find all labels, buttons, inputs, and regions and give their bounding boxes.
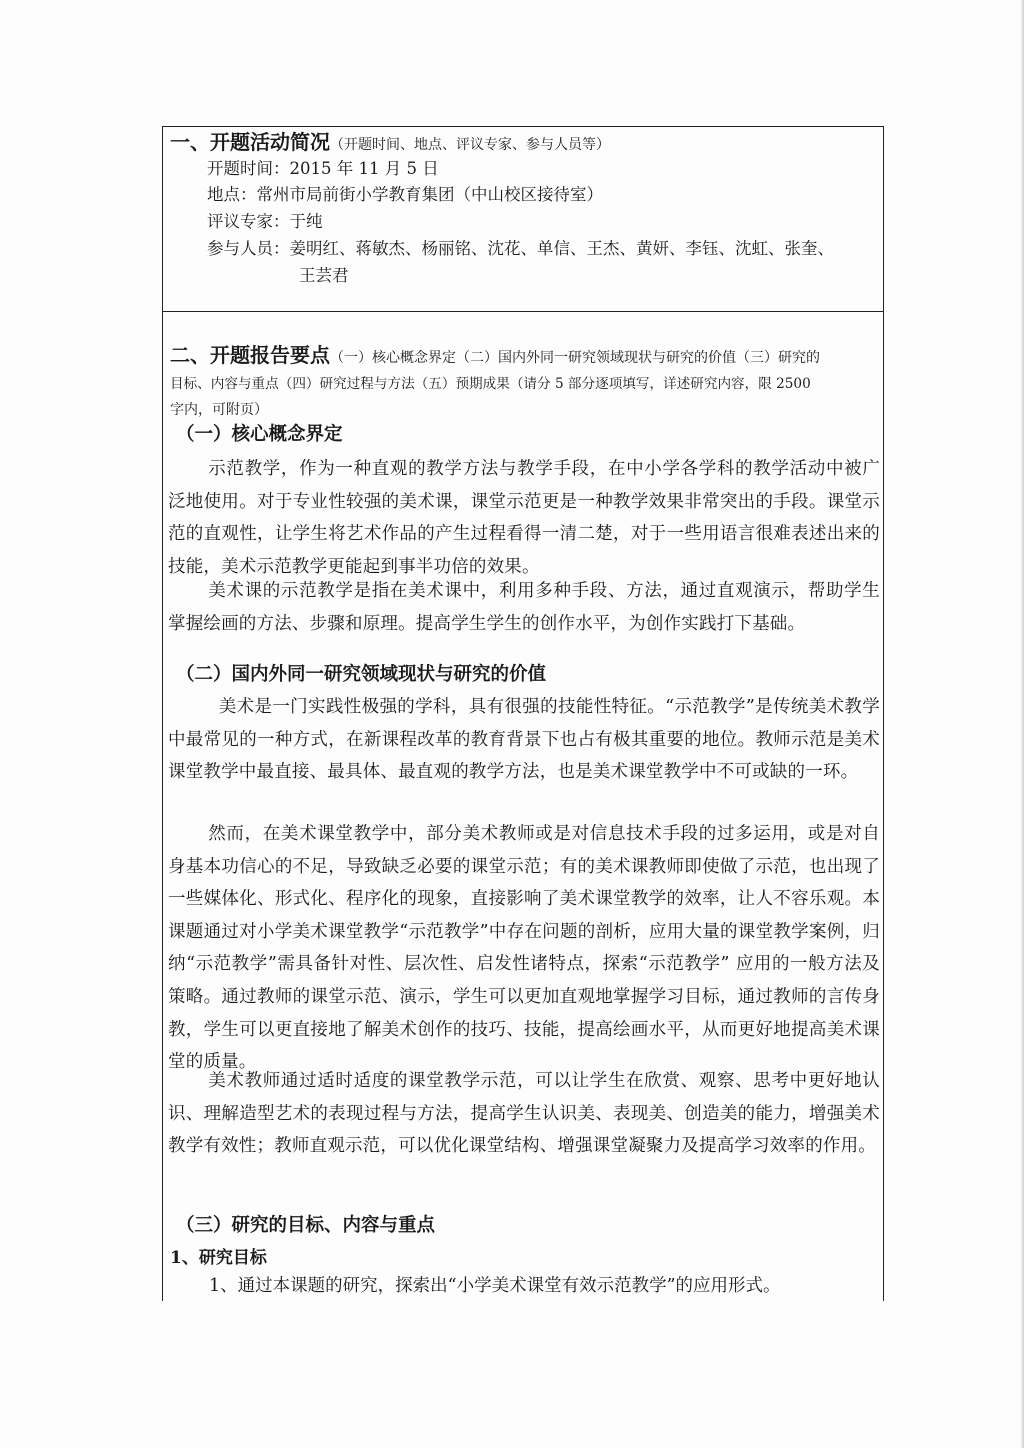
subsection2-paragraph3: 美术教师通过适时适度的课堂教学示范，可以让学生在欣赏、观察、思考中更好地认识、理解造型艺术的表现过程与方法，提高学生认识美、表现美、创造美的能力，增强美术教学有效性；教师直观示范，可以优化课堂结构、增强课堂凝聚力及提高学习效率的作用。 bbox=[168, 1071, 880, 1157]
review-expert: 评议专家：于纯 bbox=[207, 212, 323, 231]
participants-continued: 王芸君 bbox=[299, 266, 349, 285]
scan-edge bbox=[1020, 0, 1024, 1448]
subsection1-title: （一）核心概念界定 bbox=[176, 424, 343, 445]
section2-heading bbox=[170, 344, 820, 369]
participants: 参与人员：姜明红、蒋敏杰、杨丽铭、沈花、单信、王杰、黄妍、李钰、沈虹、张奎、 bbox=[207, 239, 834, 258]
research-goal-item-1: 1、通过本课题的研究，探索出“小学美术课堂有效示范教学”的应用形式。 bbox=[209, 1276, 781, 1296]
subsection2-paragraph2: 然而，在美术课堂教学中，部分美术教师或是对信息技术手段的过多运用，或是对自身基本功信心的不足，导致缺乏必要的课堂示范；有的美术课教师即使做了示范，也出现了一些媒体化、形式化、程序化的现象，直接影响了美术课堂教学的效率，让人不容乐观。本课题通过对小学美术课堂教学“示范教学”中存在问题的剖析，应用大量的课堂教学案例，归纳“示范教学”需具备针对性、层次性、启发性诸特点，探索“示范教学” 应用的一般方法及策略。通过教师的课堂示范、演示，学生可以更加直观地掌握学习目标，通过教师的言传身教，学生可以更直接地了解美术创作的技巧、技能，提高绘画水平，从而更好地提高美术课堂的质量。 bbox=[168, 824, 880, 1073]
opening-place: 地点：常州市局前街小学教育集团（中山校区接待室） bbox=[207, 185, 603, 204]
section1-title: 一、开题活动简况 bbox=[170, 130, 330, 154]
section2-note-line2: 目标、内容与重点（四）研究过程与方法（五）预期成果（请分 5 部分逐项填写，详述研究内容，限 2500 bbox=[170, 376, 811, 392]
section1-note: （开题时间、地点、评议专家、参与人员等） bbox=[330, 137, 610, 153]
section2-note-line3: 字内，可附页） bbox=[170, 402, 268, 418]
research-goal-heading: 1、研究目标 bbox=[170, 1248, 267, 1268]
section1-heading bbox=[170, 131, 610, 156]
subsection1-paragraph2: 美术课的示范教学是指在美术课中，利用多种手段、方法，通过直观演示，帮助学生掌握绘画的方法、步骤和原理。提高学生学生的创作水平，为创作实践打下基础。 bbox=[168, 581, 880, 634]
subsection2-title: （二）国内外同一研究领域现状与研究的价值 bbox=[176, 664, 547, 685]
section2-note-line1: （一）核心概念界定（二）国内外同一研究领域现状与研究的价值（三）研究的 bbox=[330, 350, 820, 366]
subsection1-paragraph1: 示范教学，作为一种直观的教学方法与教学手段，在中小学各学科的教学活动中被广泛地使用。对于专业性较强的美术课，课堂示范更是一种教学效果非常突出的手段。课堂示范的直观性，让学生将艺术作品的产生过程看得一清二楚，对于一些用语言很难表述出来的技能，美术示范教学更能起到事半功倍的效果。 bbox=[168, 459, 880, 577]
section2-title: 二、开题报告要点 bbox=[170, 343, 330, 367]
subsection3-title: （三）研究的目标、内容与重点 bbox=[176, 1215, 436, 1236]
opening-time: 开题时间：2015 年 11 月 5 日 bbox=[207, 159, 439, 178]
subsection2-paragraph1: 美术是一门实践性极强的学科，具有很强的技能性特征。“示范教学”是传统美术教学中最常见的一种方式，在新课程改革的教育背景下也占有极其重要的地位。教师示范是美术课堂教学中最直接、最具体、最直观的教学方法，也是美术课堂教学中不可或缺的一环。 bbox=[168, 697, 880, 783]
